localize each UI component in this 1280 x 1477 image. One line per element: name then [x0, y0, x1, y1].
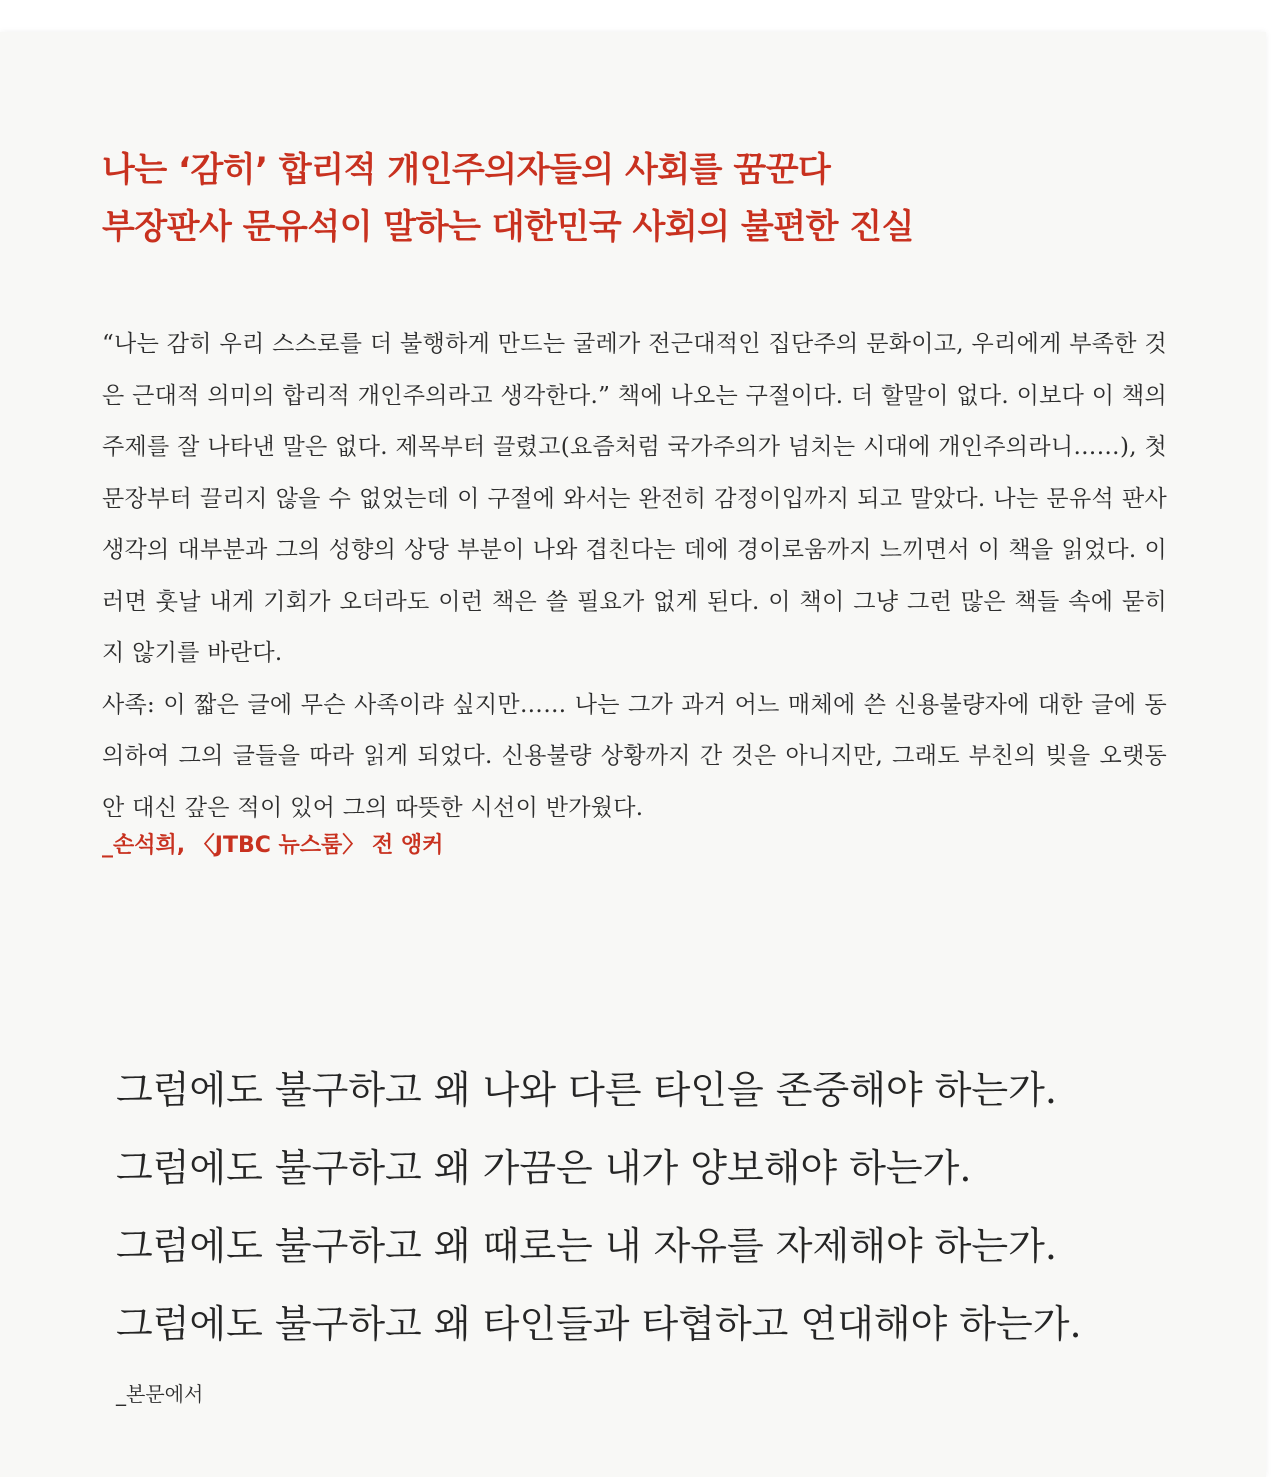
headline-main: 나는 ‘감히’ 합리적 개인주의자들의 사회를 꿈꾼다 — [102, 150, 831, 190]
book-back-cover — [0, 32, 1266, 1477]
excerpt-line: 그럼에도 불구하고 왜 가끔은 내가 양보해야 하는가. — [116, 1146, 972, 1190]
headline-sub: 부장판사 문유석이 말하는 대한민국 사회의 불편한 진실 — [102, 207, 914, 247]
excerpt-block — [116, 1062, 1082, 1374]
review-paragraph: “나는 감히 우리 스스로를 더 불행하게 만드는 굴레가 전근대적인 집단주의 문화이고, 우리에게 부족한 것은 근대적 의미의 합리적 개인주의라고 생각한다.” 책에 나오는 구절이다. 더 할말이 없다. 이보다 이 책의 주제를 잘 나타낸 말은 없다. 제목부터 끌렸고(요즘처럼 국가주의가 넘치는 시대에 개인주의라니……), 첫 문장부터 끌리지 않을 수 없었는데 이 구절에 와서는 완전히 감정이입까지 되고 말았다. 나는 문유석 판사 생각의 대부분과 그의 성향의 상당 부분이 나와 겹친다는 데에 경이로움까지 느끼면서 이 책을 읽었다. 이러면 훗날 내게 기회가 오더라도 이런 책은 쓸 필요가 없게 된다. 이 책이 그냥 그런 많은 책들 속에 묻히지 않기를 바란다. — [102, 331, 1167, 666]
excerpt-source: _본문에서 — [116, 1382, 204, 1406]
excerpt-line: 그럼에도 불구하고 왜 때로는 내 자유를 자제해야 하는가. — [116, 1224, 1057, 1268]
review-byline: _손석희, 〈JTBC 뉴스룸〉 전 앵커 — [102, 833, 444, 858]
review-postscript: 사족: 이 짧은 글에 무슨 사족이랴 싶지만…… 나는 그가 과거 어느 매체에 쓴 신용불량자에 대한 글에 동의하여 그의 글들을 따라 읽게 되었다. 신용불량 상황까지 간 것은 아니지만, 그래도 부친의 빚을 오랫동안 대신 갚은 적이 있어 그의 따뜻한 시선이 반가웠다. — [102, 691, 1167, 821]
review-quote — [102, 319, 1167, 834]
excerpt-line: 그럼에도 불구하고 왜 나와 다른 타인을 존중해야 하는가. — [116, 1068, 1057, 1112]
excerpt-line: 그럼에도 불구하고 왜 타인들과 타협하고 연대해야 하는가. — [116, 1302, 1082, 1346]
